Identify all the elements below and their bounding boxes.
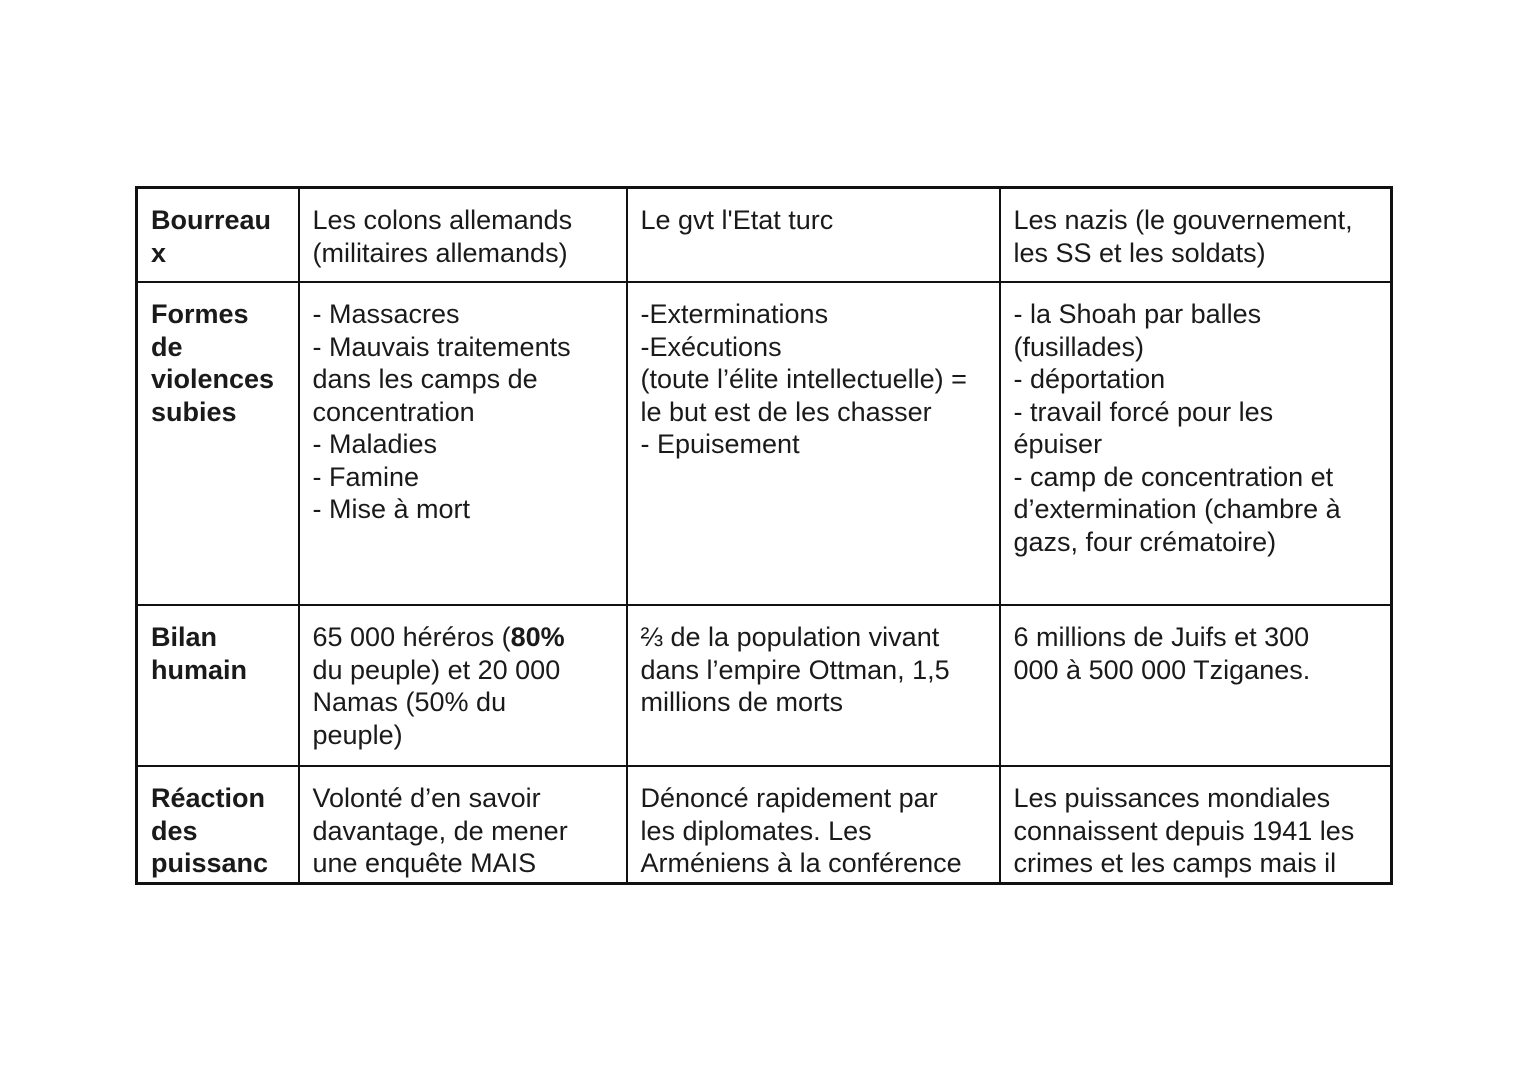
cell-bourreaux-shoah: Les nazis (le gouvernement, les SS et les soldats)	[1000, 188, 1392, 283]
row-header-bourreaux: Bourreau x	[137, 188, 299, 283]
row-header-reaction: Réaction des puissanc	[137, 766, 299, 884]
cell-bourreaux-armenien: Le gvt l'Etat turc	[627, 188, 1000, 283]
table-row-reaction	[137, 766, 1392, 884]
bold-percentage: 80%	[510, 622, 565, 652]
table-row-formes	[137, 282, 1392, 605]
cell-reaction-shoah: Les puissances mondiales connaissent depuis 1941 les crimes et les camps mais il	[1000, 766, 1392, 884]
cell-formes-shoah: - la Shoah par balles (fusillades) - déportation - travail forcé pour les épuiser - camp de concentration et d’extermination (chambre à gazs, four crématoire)	[1000, 282, 1392, 605]
cell-reaction-armenien: Dénoncé rapidement par les diplomates. Les Arméniens à la conférence	[627, 766, 1000, 884]
cell-formes-herero: - Massacres - Mauvais traitements dans les camps de concentration - Maladies - Famine - Mise à mort	[299, 282, 627, 605]
comparison-table	[135, 186, 1393, 885]
table-row-bourreaux	[137, 188, 1392, 283]
cell-bilan-herero: 65 000 héréros (80% du peuple) et 20 000 Namas (50% du peuple)	[299, 605, 627, 766]
cell-bilan-shoah: 6 millions de Juifs et 300 000 à 500 000 Tziganes.	[1000, 605, 1392, 766]
cell-bourreaux-herero: Les colons allemands (militaires allemands)	[299, 188, 627, 283]
row-header-formes: Formes de violences subies	[137, 282, 299, 605]
row-header-bilan: Bilan humain	[137, 605, 299, 766]
table-row-bilan	[137, 605, 1392, 766]
cell-bilan-armenien: ⅔ de la population vivant dans l’empire Ottman, 1,5 millions de morts	[627, 605, 1000, 766]
cell-reaction-herero: Volonté d’en savoir davantage, de mener une enquête MAIS	[299, 766, 627, 884]
cell-formes-armenien: -Exterminations -Exécutions (toute l’élite intellectuelle) = le but est de les chasser - Epuisement	[627, 282, 1000, 605]
